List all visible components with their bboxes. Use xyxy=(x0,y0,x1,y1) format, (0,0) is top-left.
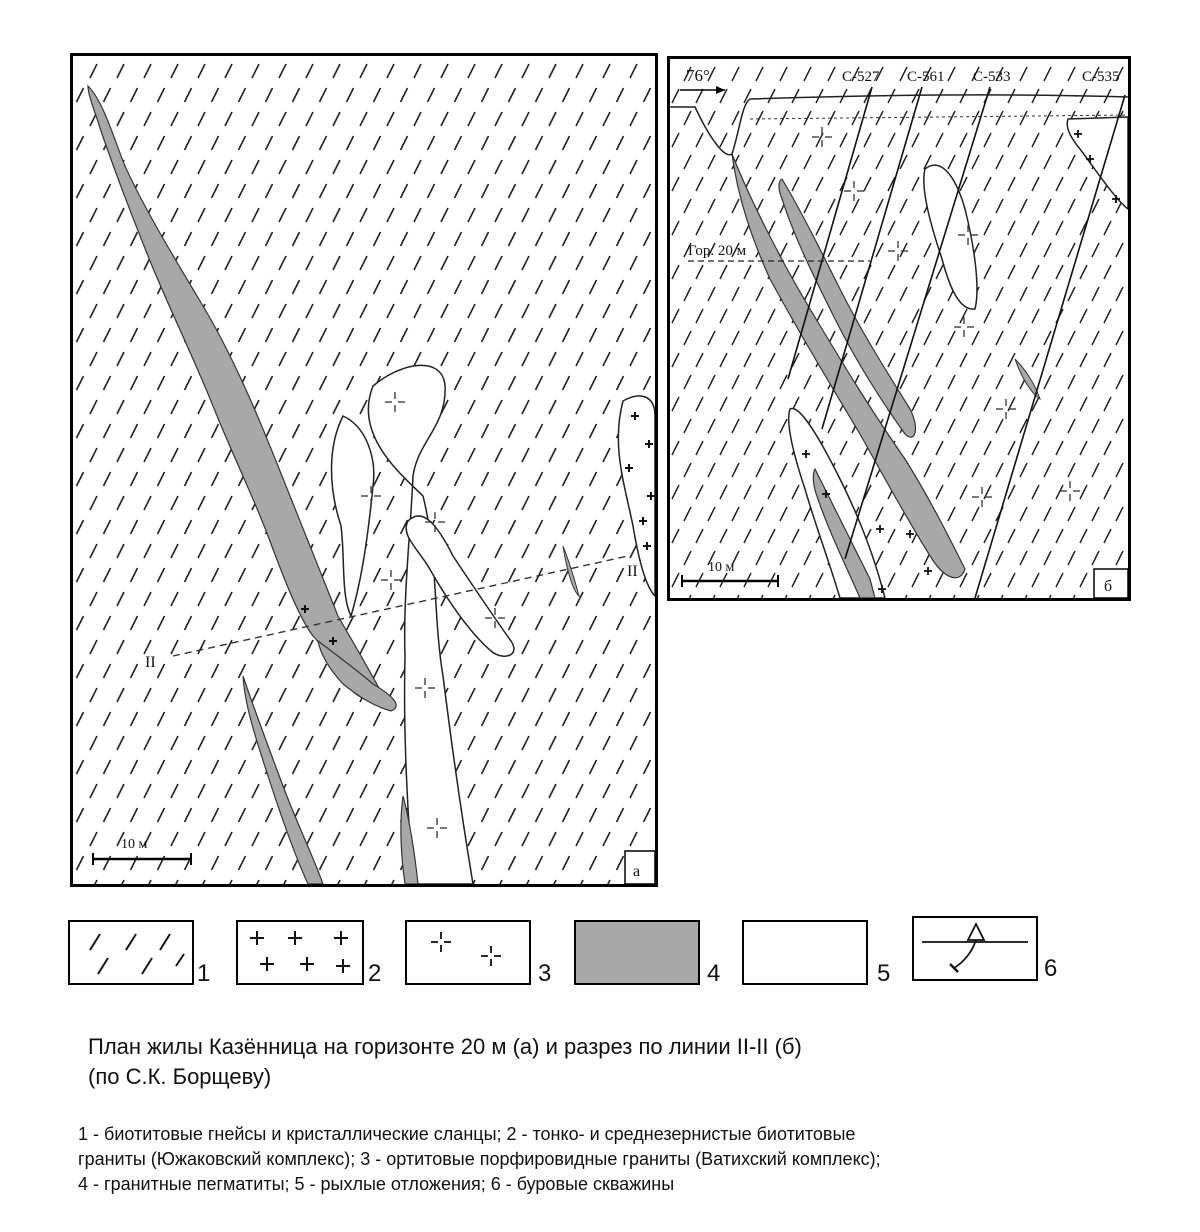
legend-number-3: 3 xyxy=(538,960,552,987)
loose-sediment-body xyxy=(924,165,977,309)
borehole-symbol-icon xyxy=(914,918,1036,979)
scale-bar xyxy=(682,560,778,587)
azimuth-arrow-icon xyxy=(680,86,725,94)
loose-sediment-body xyxy=(331,416,373,616)
plan-map-panel xyxy=(70,53,658,887)
borehole-label-c535: С-535 xyxy=(1082,69,1120,85)
ground-surface xyxy=(670,95,1128,155)
borehole-label-c533: С-533 xyxy=(973,69,1011,85)
loose-sediment-body xyxy=(1067,117,1128,209)
legend-swatch-1 xyxy=(68,920,194,985)
legend-number-4: 4 xyxy=(707,960,721,987)
section-svg xyxy=(670,59,1128,598)
horizon-label: Гор. 20 м xyxy=(688,243,747,259)
pegmatite-vein xyxy=(563,546,579,596)
legend-number-5: 5 xyxy=(877,960,891,987)
panel-label-box xyxy=(625,851,655,884)
legend-number-1: 1 xyxy=(197,960,211,987)
panel-label-box xyxy=(1094,569,1128,598)
plus-pattern-icon xyxy=(238,922,362,983)
section-panel xyxy=(667,56,1131,601)
legend-description xyxy=(78,1122,1158,1197)
plan-map-svg xyxy=(73,56,655,884)
scale-label: 10 м xyxy=(121,837,148,852)
borehole-label-c527: С-527 xyxy=(842,69,880,85)
legend-description-line-2: граниты (Южаковский комплекс); 3 - ортитовые порфировидные граниты (Ватихский комплекс); xyxy=(78,1149,881,1169)
cross-pattern-icon xyxy=(407,922,529,983)
legend-number-6: 6 xyxy=(1044,955,1058,982)
legend-description-line-3: 4 - гранитные пегматиты; 5 - рыхлые отложения; 6 - буровые скважины xyxy=(78,1174,675,1194)
scale-label: 10 м xyxy=(708,560,735,575)
figure-caption xyxy=(88,1032,1168,1092)
legend-swatch-5 xyxy=(742,920,868,985)
legend-number-2: 2 xyxy=(368,960,382,987)
gneiss-hatching xyxy=(670,67,1123,598)
gneiss-pattern-icon xyxy=(70,922,192,983)
panel-label: а xyxy=(633,863,641,880)
pegmatite-vein xyxy=(88,86,383,700)
legend-description-line-1: 1 - биотитовые гнейсы и кристаллические сланцы; 2 - тонко- и среднезернистые биотитовые xyxy=(78,1124,856,1144)
pegmatite-vein xyxy=(243,676,323,884)
panel-label: б xyxy=(1104,578,1113,595)
caption-line-2: (по С.К. Борщеву) xyxy=(88,1064,272,1089)
section-label-right: II xyxy=(627,563,638,580)
caption-line-1: План жилы Казённица на горизонте 20 м (а) и разрез по линии II-II (б) xyxy=(88,1034,802,1059)
legend-swatch-2 xyxy=(236,920,364,985)
legend-swatch-6 xyxy=(912,916,1038,981)
azimuth-label: 76° xyxy=(686,66,710,85)
section-line-II-II xyxy=(173,556,628,656)
legend-swatch-4 xyxy=(574,920,700,985)
legend-swatch-3 xyxy=(405,920,531,985)
borehole-label-c561: С-561 xyxy=(907,69,945,85)
section-label-left: II xyxy=(145,654,156,671)
